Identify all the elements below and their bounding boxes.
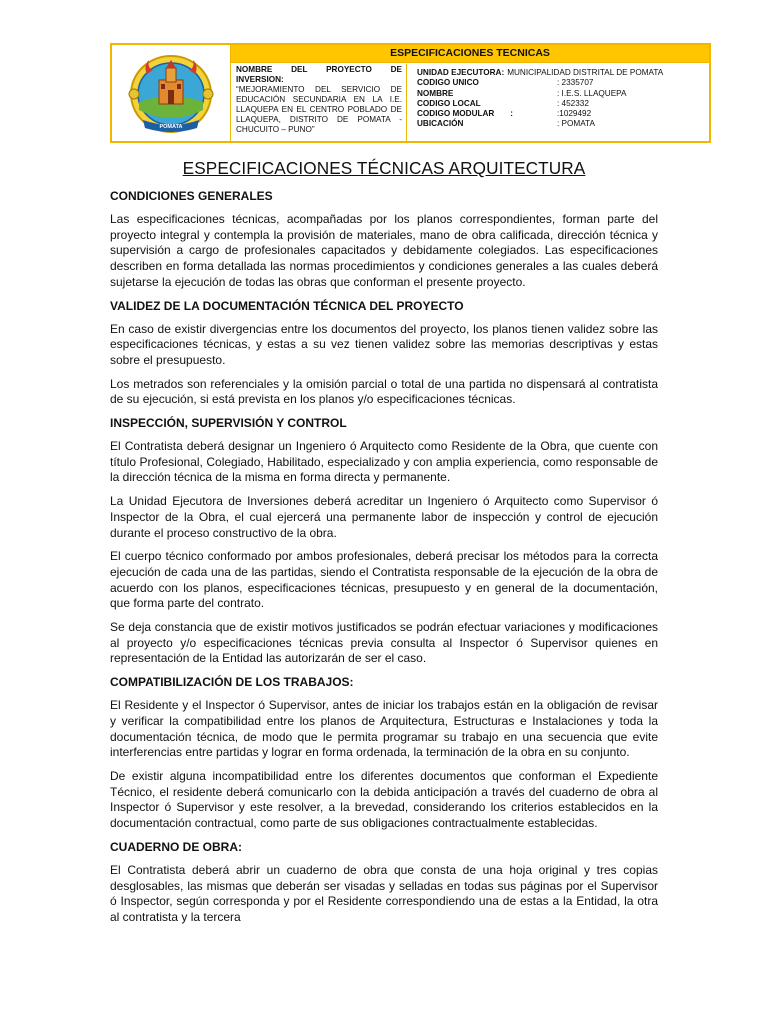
field-label: CODIGO LOCAL (417, 98, 481, 108)
paragraph: Los metrados son referenciales y la omisión parcial o total de una partida no dispensará al contratista de su ejecución, si está prevista en los planos y/o especificaciones técnicas. (110, 376, 658, 407)
field-label: NOMBRE (417, 88, 454, 98)
municipal-crest-logo (125, 50, 217, 136)
paragraph: En caso de existir divergencias entre los documentos del proyecto, los planos tienen validez sobre las especificaciones técnicas, y estas a su vez tienen validez sobre las memorias descriptivas y estas sobre el presupuesto. (110, 321, 658, 367)
field-value: : I.E.S. LLAQUEPA (557, 88, 627, 98)
project-label-2: INVERSION: (236, 75, 284, 84)
paragraph: Las especificaciones técnicas, acompañadas por los planos correspondientes, forman parte del proyecto integral y contempla la provisión de materiales, mano de obra calificada, dirección técnica y supervisión a cargo de profesionales capacitados y debidamente colegiados. Las especificaciones describen en forma detallada las normas procedimientos y condiciones generales a las cuales deberá sujetarse la ejecución de todas las obras que conforman el presente proyecto. (110, 212, 658, 289)
paragraph: De existir alguna incompatibilidad entre los diferentes documentos que conforman el Expediente Técnico, el residente deberá comunicarlo con la debida anticipación a través del cuaderno de obra al Inspector ó Supervisor y este resolver, a la brevedad, considerando los criterios establecidos en la documentación contractual, como parte de sus obligaciones contractualmente establecidas. (110, 768, 658, 831)
paragraph: Se deja constancia que de existir motivos justificados se podrán efectuar variaciones y modificaciones al proyecto y/o especificaciones técnicas previa consulta al Inspector ó Supervisor quienes en representación de la Entidad las autorizarán de ser el caso. (110, 620, 658, 666)
project-name-cell (231, 64, 407, 141)
field-label: CODIGO MODULAR : (417, 109, 513, 119)
section-heading: COMPATIBILIZACIÓN DE LOS TRABAJOS: (110, 675, 354, 690)
unidad-label: UNIDAD EJECUTORA: (417, 68, 505, 77)
field-value: : POMATA (557, 119, 595, 129)
info-row (417, 89, 709, 99)
section-heading: INSPECCIÓN, SUPERVISIÓN Y CONTROL (110, 416, 347, 431)
field-value: :1029492 (557, 109, 592, 119)
svg-text:POMATA: POMATA (159, 124, 183, 130)
project-label: NOMBRE DEL PROYECTO DE (236, 65, 402, 74)
document-header-table (110, 43, 711, 143)
info-row (417, 109, 709, 119)
paragraph: El Residente y el Inspector ó Supervisor, antes de iniciar los trabajos están en la obligación de revisar y verificar la compatibilidad entre los planos de Arquitectura, Estructuras e Instalaciones y toda la documentación técnica, de modo que le permita programar su trabajo en una secuencia que evite interferencias entre partidas y lograr en forma ordenada, la terminación de la obra en su conjunto. (110, 698, 658, 760)
field-value: : 2335707 (557, 78, 594, 88)
paragraph: El Contratista deberá designar un Ingeniero ó Arquitecto como Residente de la Obra, que cuente con título Profesional, Colegiado, Habilitado, especializado y con amplia experiencia, como responsable de la dirección técnica de la misma en forma directa y permanente. (110, 439, 658, 485)
header-title: ESPECIFICACIONES TECNICAS (231, 45, 709, 63)
field-label: UBICACIÓN (417, 119, 464, 129)
info-row (417, 99, 709, 109)
section-heading: VALIDEZ DE LA DOCUMENTACIÓN TÉCNICA DEL PROYECTO (110, 298, 464, 313)
paragraph: El Contratista deberá abrir un cuaderno de obra que consta de una hoja original y tres copias desglosables, las mismas que deberán ser visadas y selladas en todas sus páginas por el Supervisor ó Inspector, según corresponda y por el Residente correspondiendo una de estas a la Entidad, la otra al contratista y la tercera (110, 862, 658, 924)
document-body (110, 158, 658, 934)
field-value: : 452332 (557, 98, 589, 108)
info-row (417, 78, 709, 88)
paragraph: El cuerpo técnico conformado por ambos profesionales, deberá precisar los métodos para la correcta ejecución de cada una de las partidas, siendo el Contratista responsable de la ejecución de la obra de acuerdo con los planos, especificaciones técnicas, presupuesto y en general de la documentación, que forma parte del contrato. (110, 549, 658, 611)
info-row (417, 119, 709, 129)
section-heading: CUADERNO DE OBRA: (110, 839, 242, 854)
logo-cell (112, 45, 231, 141)
section-heading: CONDICIONES GENERALES (110, 189, 273, 203)
project-name: “MEJORAMIENTO DEL SERVICIO DE EDUCACIÓN SECUNDARIA EN LA I.E. LLAQUEPA EN EL CENTRO POBLADO DE LLAQUEPA, DISTRITO DE POMATA - CHUCUITO – PUNO” (236, 85, 402, 134)
unidad-ejecutora-row (417, 68, 709, 78)
paragraph: La Unidad Ejecutora de Inversiones deberá acreditar un Ingeniero ó Arquitecto como Supervisor ó Inspector de la Obra, el cual ejercerá una permanente labor de inspección y control de ejecución durante el proceso constructivo de la obra. (110, 494, 658, 540)
field-label: CODIGO UNICO (417, 78, 479, 88)
project-info-cell (409, 64, 709, 141)
unidad-value: MUNICIPALIDAD DISTRITAL DE POMATA (507, 68, 664, 77)
document-title: ESPECIFICACIONES TÉCNICAS ARQUITECTURA (182, 158, 586, 178)
